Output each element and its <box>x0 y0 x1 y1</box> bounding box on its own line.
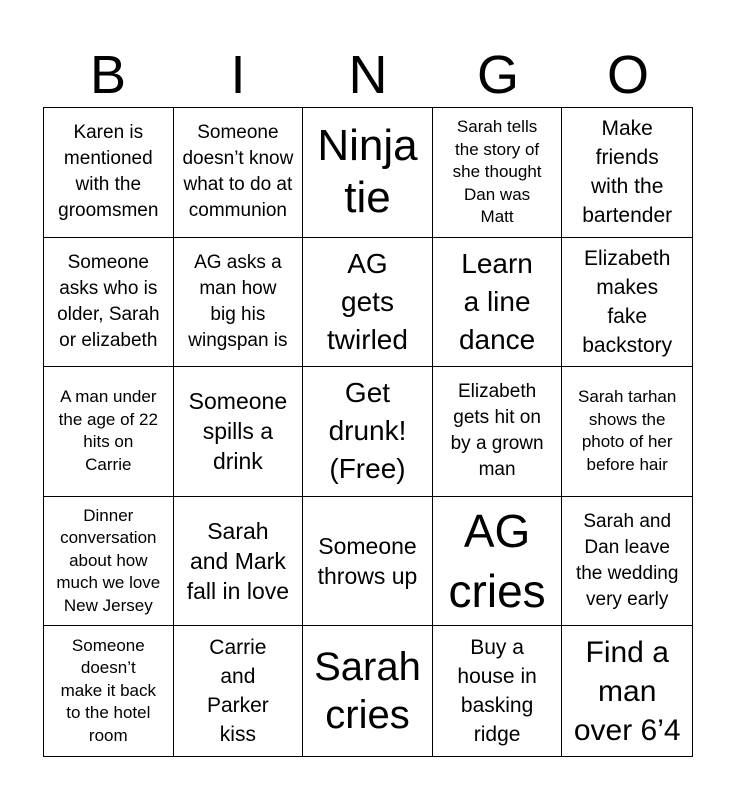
bingo-cell[interactable] <box>174 626 304 756</box>
cell-text: AG gets twirled <box>327 247 408 355</box>
bingo-cell[interactable] <box>44 497 174 627</box>
bingo-cell[interactable] <box>174 367 304 497</box>
cell-text: AG cries <box>448 505 546 618</box>
cell-text: Carrie and Parker kiss <box>206 636 269 747</box>
cell-text: A man under the age of 22 hits on Carrie <box>58 387 158 474</box>
bingo-cell[interactable] <box>303 626 433 756</box>
bingo-cell[interactable] <box>303 497 433 627</box>
bingo-cell[interactable] <box>562 367 692 497</box>
cell-text: Ninja tie <box>317 121 418 223</box>
bingo-cell[interactable] <box>562 108 692 238</box>
cell-text: Elizabeth makes fake backstory <box>582 246 673 357</box>
cell-text: Dinner conversation about how much we love New Jersey <box>56 505 161 615</box>
cell-text: Sarah tarhan shows the photo of her before hair <box>578 387 677 474</box>
cell-text: Elizabeth gets hit on by a grown man <box>450 381 544 481</box>
cell-text: Someone doesn’t know what to do at communion <box>182 122 294 222</box>
bingo-cell[interactable] <box>433 108 563 238</box>
bingo-cell[interactable] <box>303 108 433 238</box>
bingo-cell[interactable] <box>433 367 563 497</box>
bingo-board <box>43 107 693 757</box>
cell-text: Someone asks who is older, Sarah or elizabeth <box>57 251 160 351</box>
header-letter-o: O <box>606 45 649 105</box>
cell-text: Make friends with the bartender <box>582 117 673 228</box>
bingo-cell[interactable] <box>44 626 174 756</box>
bingo-cell[interactable] <box>303 238 433 368</box>
header-letter-n: N <box>348 45 388 105</box>
bingo-cell[interactable] <box>44 367 174 497</box>
cell-text: Karen is mentioned with the groomsmen <box>58 122 159 222</box>
cell-text: Sarah and Dan leave the wedding very early <box>575 511 679 611</box>
bingo-cell[interactable] <box>433 497 563 627</box>
cell-text: Find a man over 6’4 <box>573 635 681 747</box>
bingo-cell[interactable] <box>433 238 563 368</box>
bingo-header <box>43 42 693 108</box>
bingo-cell[interactable] <box>174 497 304 627</box>
cell-text: Sarah tells the story of she thought Dan was Matt <box>452 117 542 227</box>
bingo-cell[interactable] <box>44 108 174 238</box>
bingo-cell[interactable] <box>562 238 692 368</box>
cell-text: AG asks a man how big his wingspan is <box>188 251 288 351</box>
header-letter-b: B <box>89 45 127 105</box>
cell-text: Learn a line dance <box>458 247 536 355</box>
bingo-cell[interactable] <box>562 497 692 627</box>
bingo-cell[interactable] <box>433 626 563 756</box>
bingo-cell[interactable] <box>174 238 304 368</box>
bingo-cell[interactable] <box>174 108 304 238</box>
cell-text: Sarah and Mark fall in love <box>186 518 290 605</box>
bingo-cell[interactable] <box>44 238 174 368</box>
cell-text: Get drunk! (Free) <box>328 377 407 485</box>
cell-text: Buy a house in basking ridge <box>457 636 537 747</box>
cell-text: Someone doesn’t make it back to the hotel room <box>60 635 157 745</box>
cell-text: Someone throws up <box>317 533 418 590</box>
header-letter-i: I <box>230 45 246 105</box>
cell-text: Someone spills a drink <box>188 388 288 475</box>
header-letter-g: G <box>476 45 519 105</box>
bingo-cell[interactable] <box>303 367 433 497</box>
cell-text: Sarah cries <box>314 645 421 738</box>
bingo-cell[interactable] <box>562 626 692 756</box>
